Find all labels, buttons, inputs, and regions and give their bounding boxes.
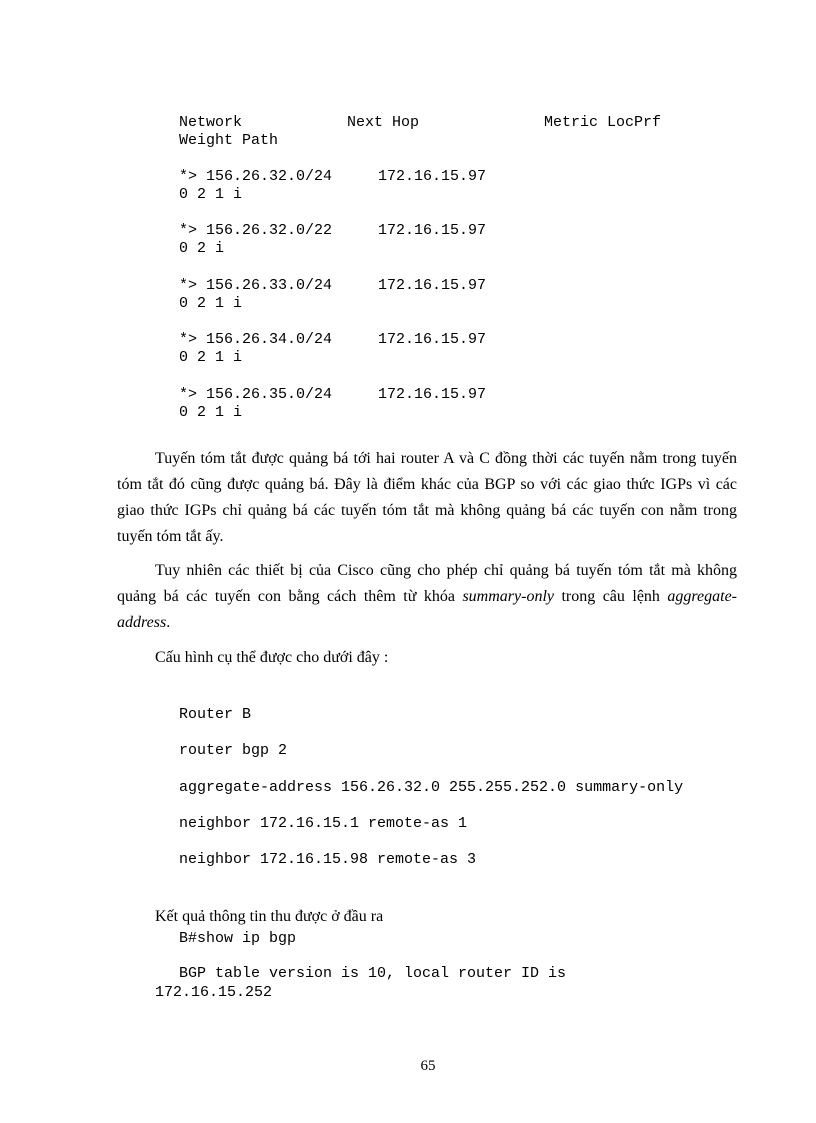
header-metric-locprf: Metric LocPrf [544, 114, 662, 131]
route-prefix: *> 156.26.34.0/24 [179, 331, 333, 348]
route-next-hop: 172.16.15.97 [378, 386, 487, 403]
header-network: Network [179, 114, 243, 131]
config-line: aggregate-address 156.26.32.0 255.255.252.0 summary-only [179, 779, 684, 796]
route-next-hop: 172.16.15.97 [378, 331, 487, 348]
keyword-summary-only: summary-only [462, 588, 554, 605]
route-next-hop: 172.16.15.97 [378, 277, 487, 294]
route-weight-path: 0 2 1 i [179, 295, 243, 312]
table-row [179, 386, 579, 404]
route-weight-path: 0 2 1 i [179, 404, 243, 421]
config-line: Router B [179, 706, 252, 723]
bgp-version-line: BGP table version is 10, local router ID is [179, 965, 567, 982]
route-next-hop: 172.16.15.97 [378, 222, 487, 239]
bgp-table-header [179, 114, 699, 132]
route-weight-path: 0 2 i [179, 240, 225, 257]
table-row [179, 331, 579, 349]
paragraph-text: Tuy nhiên các thiết bị của Cisco cũng cho phép chỉ quảng bá tuyến tóm tắt mà không quảng bá các tuyến con bằng cách thêm từ khóa [117, 562, 737, 605]
table-row [179, 222, 579, 240]
page-number: 65 [420, 1058, 436, 1074]
route-prefix: *> 156.26.33.0/24 [179, 277, 333, 294]
show-command: B#show ip bgp [179, 930, 297, 947]
paragraph-summary-route: Tuyến tóm tắt được quảng bá tới hai router A và C đồng thời các tuyến nằm trong tuyến tóm tắt đó cũng được quảng bá. Đây là điểm khác của BGP so với các giao thức IGPs vì các giao thức IGPs chỉ quảng bá các tuyến tóm tắt mà không quảng bá các tuyến con nằm trong tuyến tóm tắt ấy. [117, 450, 737, 545]
paragraph-text: trong câu lệnh [554, 588, 668, 605]
paragraph-summary-only [117, 558, 737, 636]
route-prefix: *> 156.26.32.0/24 [179, 168, 333, 185]
paragraph-text: . [166, 614, 171, 631]
table-row [179, 277, 579, 295]
table-row [179, 168, 579, 186]
config-line: neighbor 172.16.15.98 remote-as 3 [179, 851, 477, 868]
route-prefix: *> 156.26.35.0/24 [179, 386, 333, 403]
config-line: neighbor 172.16.15.1 remote-as 1 [179, 815, 468, 832]
route-prefix: *> 156.26.32.0/22 [179, 222, 333, 239]
header-next-hop: Next Hop [347, 114, 420, 131]
route-weight-path: 0 2 1 i [179, 349, 243, 366]
keyword-aggregate-address: aggregate-address [117, 588, 737, 631]
header-weight-path: Weight Path [179, 132, 279, 149]
paragraph-config-intro: Cấu hình cụ thể được cho dưới đây : [155, 649, 389, 666]
route-weight-path: 0 2 1 i [179, 186, 243, 203]
route-next-hop: 172.16.15.97 [378, 168, 487, 185]
result-caption: Kết quả thông tin thu được ở đầu ra [155, 908, 384, 925]
router-id-line: 172.16.15.252 [155, 984, 273, 1001]
config-line: router bgp 2 [179, 742, 288, 759]
